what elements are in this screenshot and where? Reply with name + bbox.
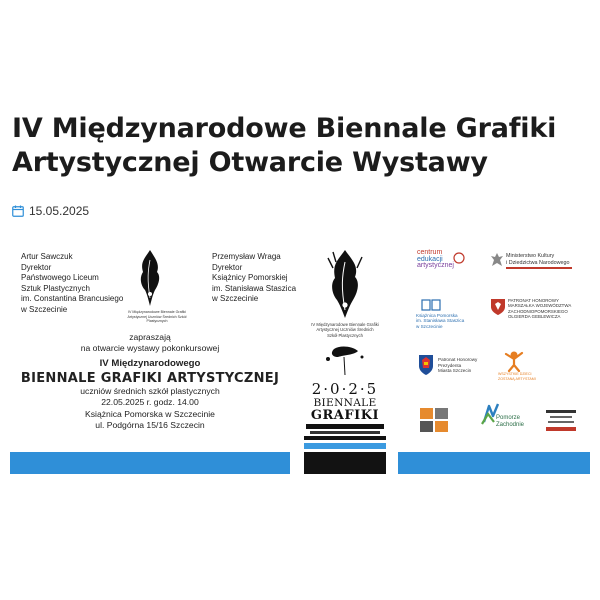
partner-logo-icon-2	[546, 410, 576, 432]
children-artists-icon	[502, 350, 526, 372]
invite-text: zapraszają na otwarcie wystawy pokonkursowej	[80, 332, 220, 353]
right-signatory: Przemysław Wraga Dyrektor Książnicy Pomorskiej im. Stanisława Staszica w Szczecinie	[212, 252, 297, 304]
szczecin-crest-icon	[418, 354, 434, 376]
ministry-red-line	[506, 267, 572, 269]
article-date: 15.05.2025	[29, 204, 90, 218]
event-title-big: BIENNALE GRAFIKI ARTYSTYCZNEJ	[20, 371, 280, 386]
ksiaznica-logo: Książnica Pomorska im. Stanisława Staszica w Szczecinie	[416, 313, 465, 329]
poster-year: 2·0·2·5	[311, 380, 379, 398]
poster-word-grafiki: GRAFIKI	[310, 408, 380, 423]
invitation-blue-bar	[10, 452, 290, 474]
eagle-icon	[490, 252, 504, 268]
poster-black-band	[304, 452, 386, 474]
date-row	[12, 204, 89, 218]
event-title-small: IV Międzynarodowego	[99, 358, 201, 369]
poster-blue-stripe	[304, 443, 386, 449]
marshal-patronage: PATRONAT HONOROWY MARSZAŁKA WOJEWÓDZTWA ZACHODNIOPOMORSKIEGO OLGIERDA GEBLEWICZA	[508, 298, 572, 320]
poster-image[interactable]	[300, 240, 390, 474]
voivodeship-crest-icon	[490, 298, 506, 316]
biennale-logo	[128, 248, 172, 308]
cea-logo: centrum edukacji artystycznej	[417, 249, 454, 270]
ksiaznica-icon	[420, 298, 448, 314]
pomorze-logo: Pomorze Zachodnie	[496, 415, 525, 428]
poster-word-biennale: BIENNALE	[313, 397, 377, 409]
biennale-logo-large	[324, 248, 366, 325]
szkola-logo: WSZYSTKIE DZIECI ZOSTANĄ ARTYSTAMI	[498, 372, 536, 381]
event-details: uczniów średnich szkół plastycznych 22.05.2025 r. godz. 14.00 Książnica Pomorska w Szczecinie ul. Podgórna 15/16 Szczecin	[80, 386, 220, 431]
calendar-icon	[12, 205, 24, 217]
brush-strokes	[304, 422, 386, 442]
left-signatory: Artur Sawczuk Dyrektor Państwowego Liceum Sztuk Plastycznych im. Constantina Brancusiego w Szczecinie	[21, 252, 124, 314]
mayor-patronage: Patronat Honorowy Prezydenta Miasta Szczecin	[438, 357, 478, 374]
invitation-image[interactable]	[10, 240, 297, 474]
cea-circle-icon	[453, 252, 465, 264]
logo-caption: IV Międzynarodowe Biennale Grafiki Artystycznej Uczniów Średnich Szkół Plastycznych	[127, 310, 187, 324]
ministry-logo: Ministerstwo Kultury i Dziedzictwa Narodowego	[506, 253, 570, 266]
poster-caption: IV Międzynarodowe Biennale Grafiki Artystycznej Uczniów Średnich Szkół Plastycznych	[311, 322, 379, 338]
sponsors-blue-bar	[398, 452, 590, 474]
article-title: IV Międzynarodowe Biennale Grafiki Artystycznej Otwarcie Wystawy	[12, 113, 557, 178]
partner-logo-icon	[418, 406, 452, 436]
sponsors-image[interactable]	[398, 240, 590, 474]
